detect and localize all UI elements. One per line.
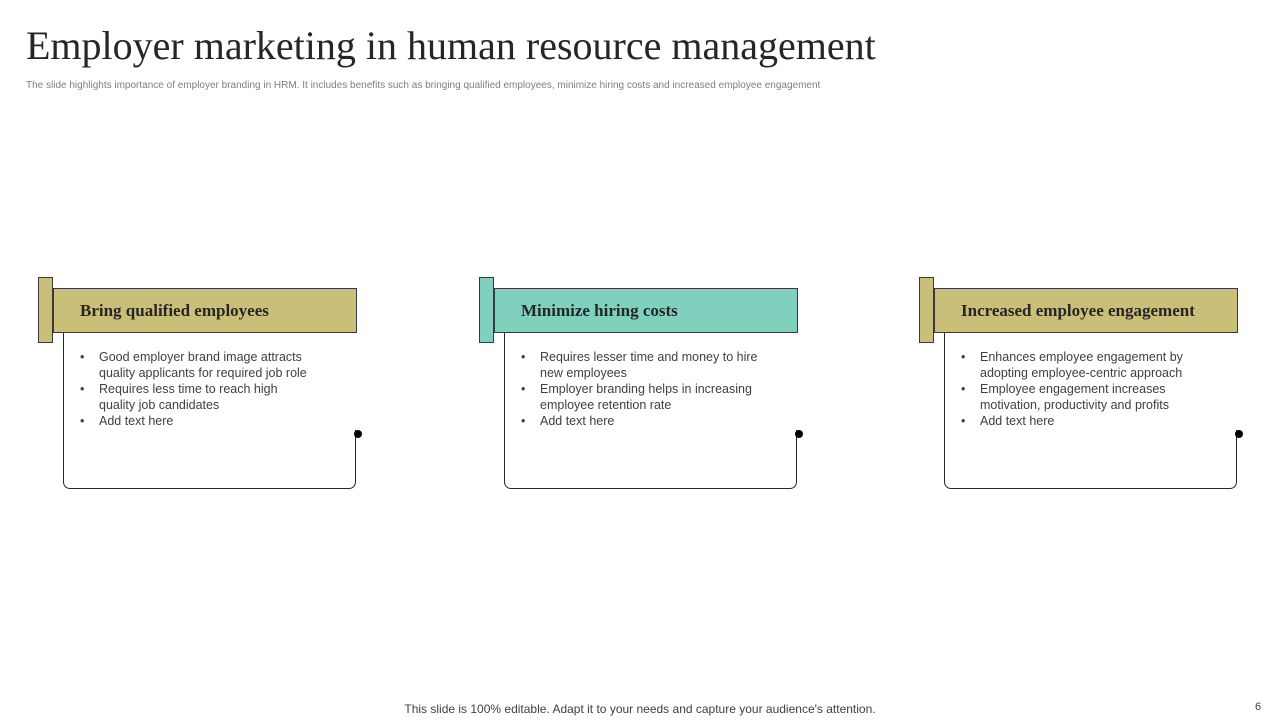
card-tab — [479, 277, 494, 343]
slide-subtitle: The slide highlights importance of employer branding in HRM. It includes benefits such as bringing qualified employees, minimize hiring costs and increased employee engagement — [26, 80, 821, 91]
benefit-card-employee-engagement — [919, 277, 1239, 491]
bullet-icon: • — [961, 382, 966, 396]
bullet-text: Add text here — [980, 414, 1055, 428]
slide-title: Employer marketing in human resource management — [26, 23, 876, 68]
bullet-item — [961, 349, 1220, 381]
bullet-item — [961, 381, 1205, 413]
card-heading: Bring qualified employees — [80, 300, 269, 320]
bullet-icon: • — [80, 414, 85, 428]
bullet-item — [521, 413, 761, 429]
footer-note: This slide is 100% editable. Adapt it to your needs and capture your audience's attention. — [404, 702, 876, 716]
bullet-item — [961, 413, 1201, 429]
bullet-icon: • — [521, 350, 526, 364]
bullet-item — [80, 349, 319, 381]
connector-dot — [795, 430, 803, 438]
connector-dot — [1235, 430, 1243, 438]
bullet-text: Employer branding helps in increasing employee retention rate — [540, 382, 752, 412]
bullet-list — [80, 349, 320, 429]
bullet-text: Employee engagement increases motivation, productivity and profits — [980, 382, 1169, 412]
card-heading: Minimize hiring costs — [521, 300, 678, 320]
bullet-text: Good employer brand image attracts quality applicants for required job role — [99, 350, 307, 380]
card-header — [494, 288, 798, 333]
bullet-icon: • — [521, 414, 526, 428]
card-header — [934, 288, 1238, 333]
bullet-item — [521, 381, 755, 413]
bullet-item — [521, 349, 765, 381]
bullet-item — [80, 413, 320, 429]
bullet-icon: • — [80, 382, 85, 396]
bullet-icon: • — [961, 414, 966, 428]
bullet-item — [80, 381, 309, 413]
page-number: 6 — [1255, 701, 1262, 713]
card-tab — [919, 277, 934, 343]
bullet-list — [961, 349, 1201, 429]
bullet-text: Requires less time to reach high quality job candidates — [99, 382, 278, 412]
bullet-list — [521, 349, 761, 429]
bullet-icon: • — [80, 350, 85, 364]
connector-dot — [354, 430, 362, 438]
card-heading: Increased employee engagement — [961, 300, 1195, 320]
benefit-card-hiring-costs — [479, 277, 799, 491]
bullet-text: Requires lesser time and money to hire new employees — [540, 350, 758, 380]
benefit-card-qualified-employees — [38, 277, 358, 491]
card-tab — [38, 277, 53, 343]
bullet-icon: • — [521, 382, 526, 396]
bullet-icon: • — [961, 350, 966, 364]
card-header — [53, 288, 357, 333]
bullet-text: Add text here — [99, 414, 174, 428]
bullet-text: Add text here — [540, 414, 615, 428]
bullet-text: Enhances employee engagement by adopting employee-centric approach — [980, 350, 1183, 380]
